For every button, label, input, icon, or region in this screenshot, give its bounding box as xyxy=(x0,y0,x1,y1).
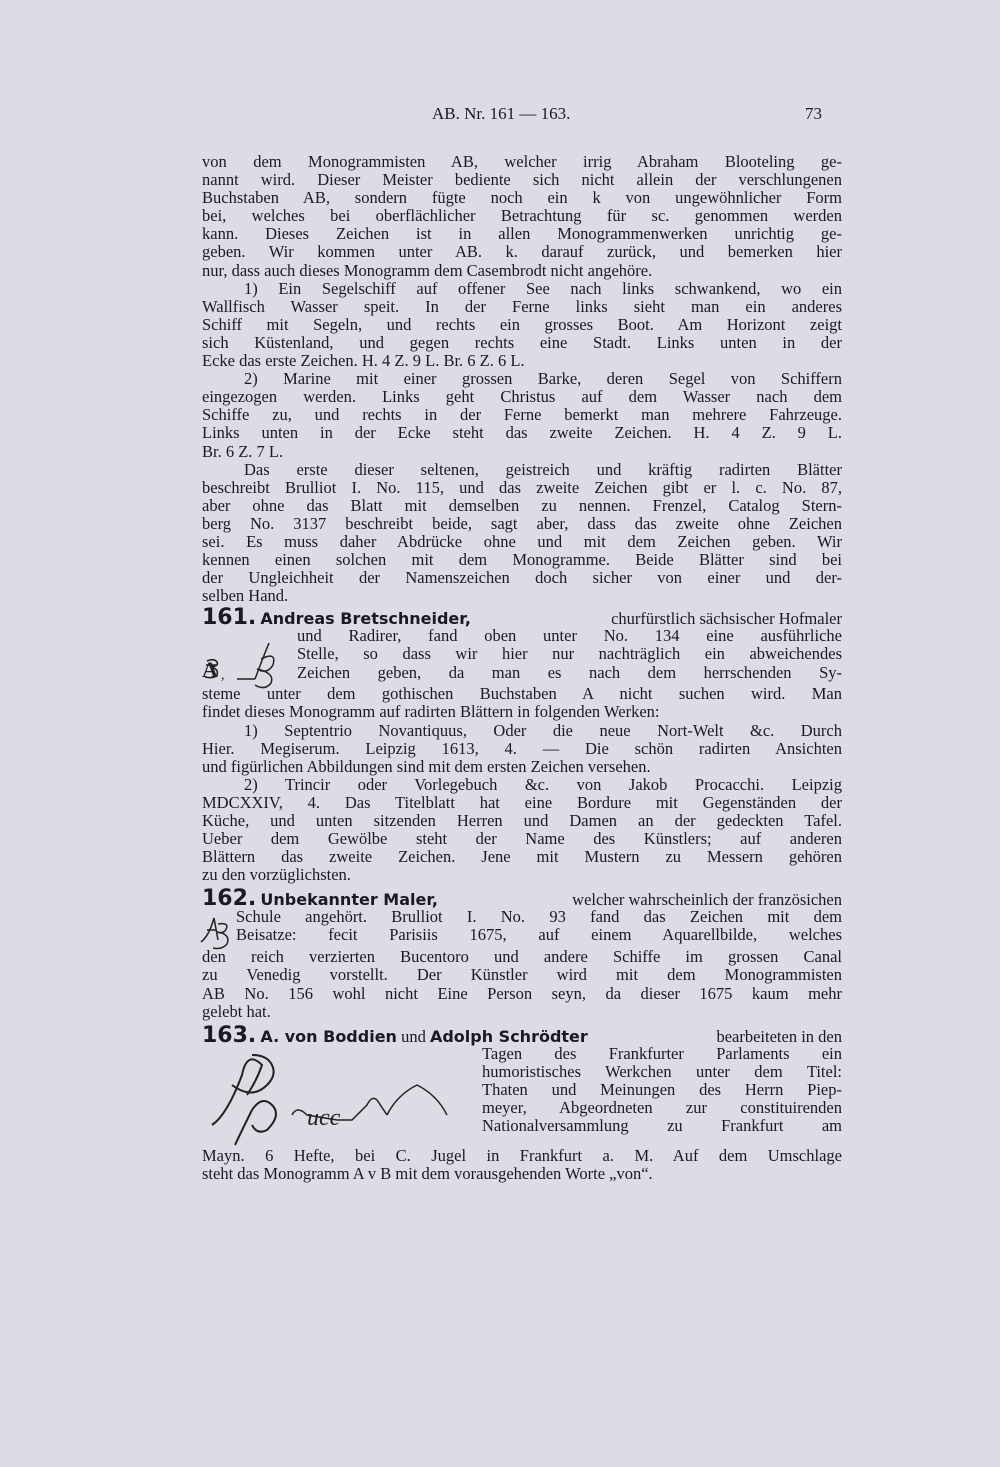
svg-text:,: , xyxy=(221,668,225,684)
paragraph-summary: Das erste dieser seltenen, geistreich und kräftig radirten Blätter beschreibt Brulliot I. No. 115, und das zweite Zeichen gibt er l. c. No. 87, aber ohne das Blatt mit demselben zu nennen. Frenzel, Catalog Stern- berg No. 3137 beschreibt beide, sagt aber, dass das zweite ohne Zeichen sei. Es muss daher Abdrücke ohne und mit dem Zeichen geben. Wir kennen einen solchen mit dem Monogramme. Beide Blätter sind bei der Ungleichheit der Namenszeichen doch sicher von einer und der- selben Hand. xyxy=(202,459,842,606)
entry-161: 161. Andreas Bretschneider, churfürstlich sächsischer Hofmaler A , und Radirer, fand oben unter No. 134 eine ausführliche Stelle, so dass wir hier nur nachträglich ein abweichendes Zeichen geben, da man es nach dem herrschenden Sy- steme unter dem gothischen Buchstaben A nicht suchen wird. Man findet dieses Monogramm auf radirten Blättern in folgenden Werken: 1) Septentrio Novantiquus, Oder die neue Nort-Welt &c. Durch Hier. Megiserum. Leipzig 1613, 4. — Die schön radirten Ansichten und figürlichen Abbildungen sind mit dem ersten Zeichen versehen. 2) Trincir oder Vorlegebuch &c. von Jakob Procacchi. Leipzig MDCXXIV, 4. Das Titelblatt hat eine Bordure mit Gegenständen der Küche, und unten sitzenden Herren und Damen an der gedeckten Tafel. Ueber dem Gewölbe steht der Name des Künstlers; auf anderen Blättern das zweite Zeichen. Jene mit Mustern zu Messern gehören zu den vorzüglichsten. xyxy=(202,609,842,884)
monogram-image xyxy=(197,912,237,952)
svg-text:A: A xyxy=(202,657,218,683)
paragraph-item-1: 1) Ein Segelschiff auf offener See nach links schwankend, wo ein Wallfisch Wasser speit. In der Ferne links sieht man ein anderes Schiff mit Segeln, und rechts ein grosses Boot. Am Horizont zeigt sich Küstenland, und gegen rechts eine Stadt. Links unten in der Ecke das erste Zeichen. H. 4 Z. 9 L. Br. 6 Z. 6 L. xyxy=(202,278,842,371)
main-content xyxy=(202,153,842,1183)
paragraph-intro: von dem Monogrammisten AB, welcher irrig Abraham Blooteling ge- nannt wird. Dieser Meister bediente sich nicht allein der verschlungenen Buchstaben AB, sondern fügte noch ein k von ungewöhnlicher Form bei, welches bei oberflächlicher Betrachtung für sc. genommen werden kann. Dieses Zeichen ist in allen Monogrammenwerken unrichtig ge- geben. Wir kommen unter AB. k. darauf zurück, und bemerken hier nur, dass auch dieses Monogramm dem Casembrodt nicht angehöre. xyxy=(202,152,842,280)
header-title: AB. Nr. 161 — 163. xyxy=(432,104,571,123)
svg-text:ucc: ucc xyxy=(307,1104,341,1131)
paragraph-item-2: 2) Marine mit einer grossen Barke, deren Segel von Schiffern eingezogen werden. Links geht Christus auf dem Wasser nach dem Schiffe zu, und rechts in der Ferne bemerkt man mehrere Fahrzeuge. Links unten in der Ecke steht das zweite Zeichen. H. 4 Z. 9 L. Br. 6 Z. 7 L. xyxy=(202,369,842,461)
monogram-image xyxy=(187,1045,467,1157)
page-number: 73 xyxy=(805,104,822,123)
monogram-image xyxy=(197,635,292,690)
entry-163: 163. A. von Boddien und Adolph Schrödter bearbeiteten in den ucc Tagen des Frankfurter Parlaments ein humoristisches Werkchen unter dem Titel: Thaten und Meinungen des Herrn Piep- meyer, Abgeordneten zur constituirenden Nationalversammlung zu Frankfurt am Mayn. 6 Hefte, bei C. Jugel in Frankfurt a. M. Auf dem Umschlage steht das Monogramm A v B mit dem vorausgehenden Worte „von“. xyxy=(202,1027,842,1183)
entry-162: 162. Unbekannter Maler, welcher wahrscheinlich der französichen Schule angehört. Brulliot I. No. 93 fand das Zeichen mit dem Beisatze: fecit Parisiis 1675, auf einem Aquarellbilde, welches den reich verzierten Bucentoro und andere Schiffe im grossen Canal zu Venedig vorstellt. Der Künstler wird mit dem Monogrammisten AB No. 156 wohl nicht Eine Person seyn, da dieser 1675 kaum mehr gelebt hat. xyxy=(202,890,842,1020)
